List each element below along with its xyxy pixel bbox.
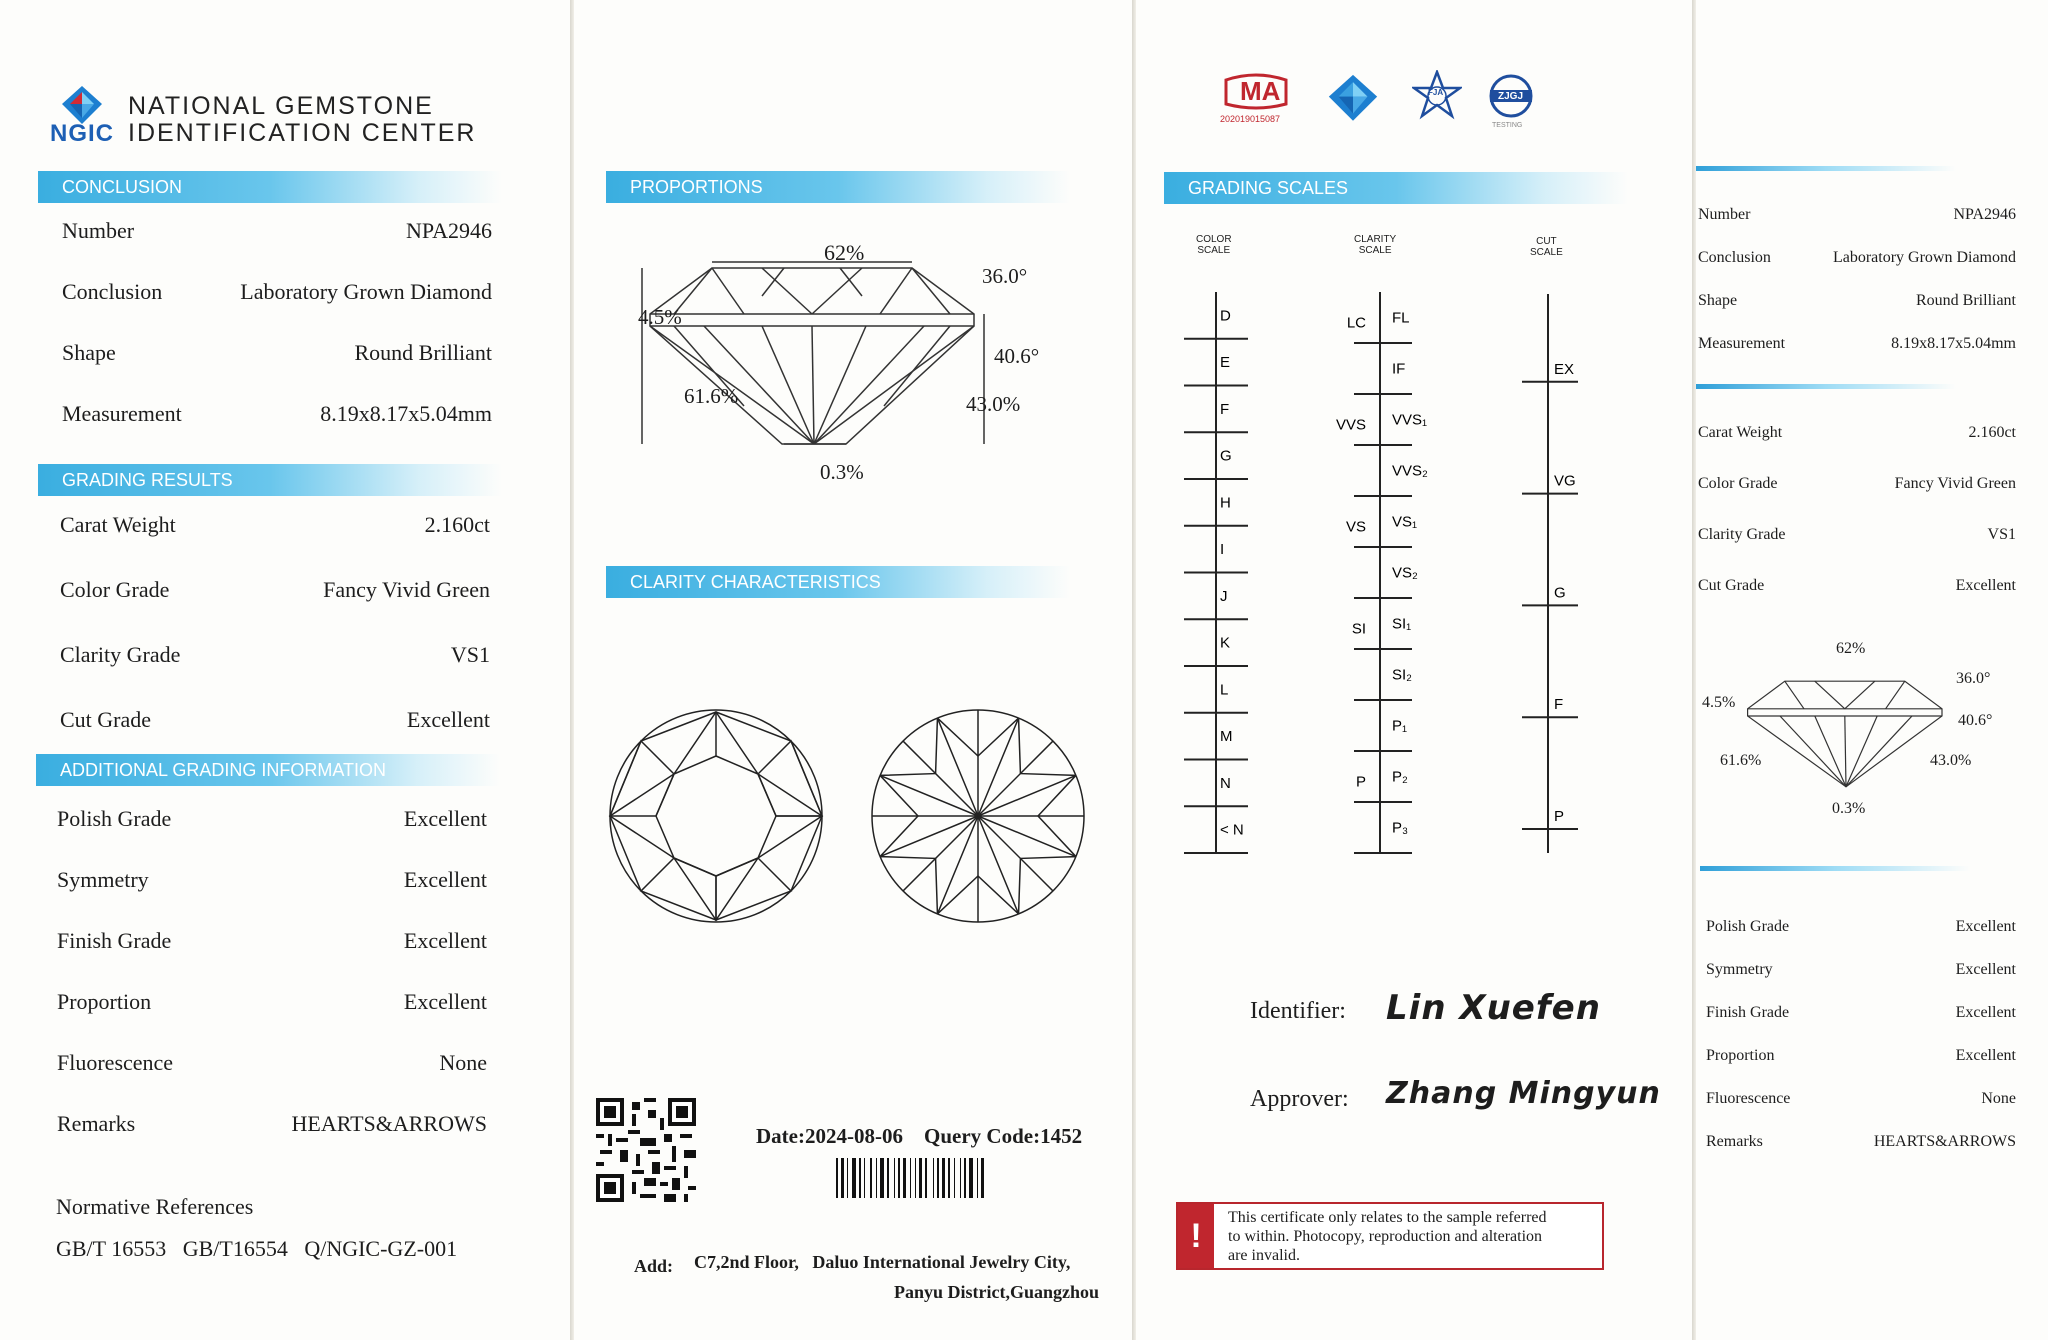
info-row xyxy=(1706,1090,2016,1124)
row-value: 8.19x8.17x5.04mm xyxy=(1891,335,2016,352)
barcode-bar xyxy=(925,1158,927,1198)
normative-items: GB/T 16553 GB/T16554 Q/NGIC-GZ-001 xyxy=(56,1236,458,1261)
info-row xyxy=(1706,918,2016,952)
row-value: HEARTS&ARROWS xyxy=(291,1111,487,1136)
card-divider xyxy=(1696,166,1956,171)
row-value: VS1 xyxy=(1987,526,2016,543)
info-row xyxy=(1698,335,2016,369)
clarity-grade-label: SI₁ xyxy=(1392,615,1412,633)
qr-code-icon xyxy=(596,1098,696,1202)
barcode-bar xyxy=(847,1158,848,1198)
notice-text: This certificate only relates to the sample referred to within. Photocopy, reproduction and alteration are invalid. xyxy=(1228,1209,1547,1264)
row-value: Excellent xyxy=(403,806,487,831)
clarity-group-label: VS xyxy=(1345,518,1366,536)
barcode-bar xyxy=(903,1158,906,1198)
report-date: Date:2024-08-06 xyxy=(756,1124,903,1148)
address-line2: Panyu District,Guangzhou xyxy=(894,1282,1100,1302)
row-label: Cut Grade xyxy=(60,707,152,732)
row-label: Finish Grade xyxy=(1706,1004,1790,1021)
cut-grade-label: VG xyxy=(1554,472,1576,490)
row-value: Excellent xyxy=(1955,961,2016,978)
row-value: NPA2946 xyxy=(406,218,492,243)
cut-grade-label: P xyxy=(1554,808,1565,825)
info-row xyxy=(1698,475,2016,509)
card-table-percent: 62% xyxy=(1836,640,1866,657)
barcode-bar xyxy=(880,1158,884,1198)
pavilion-main-line xyxy=(903,816,978,891)
org-name-line2: IDENTIFICATION CENTER xyxy=(128,119,477,147)
row-label: Measurement xyxy=(62,401,182,426)
info-row xyxy=(1698,577,2016,611)
section-grading-results: GRADING RESULTS xyxy=(38,464,502,496)
color-grade-label: N xyxy=(1220,774,1231,792)
crown-view-diagram xyxy=(606,706,826,926)
info-row xyxy=(1706,1047,2016,1081)
info-row xyxy=(1706,1004,2016,1038)
row-label: Remarks xyxy=(57,1111,136,1136)
clarity-grade-label: P₁ xyxy=(1392,717,1408,735)
row-value: Excellent xyxy=(1955,918,2016,935)
clarity-grade-label: VVS₁ xyxy=(1392,411,1428,429)
identifier-label: Identifier: xyxy=(1250,998,1346,1024)
row-value: 2.160ct xyxy=(424,512,490,537)
pavilion-view-diagram xyxy=(868,706,1088,926)
row-value: Laboratory Grown Diamond xyxy=(1832,249,2016,266)
card-culet: 0.3% xyxy=(1832,800,1866,817)
report-panel-main xyxy=(0,0,570,1340)
crown-angle: 36.0° xyxy=(982,264,1028,288)
row-value: Excellent xyxy=(1955,1004,2016,1021)
barcode-bar xyxy=(836,1158,838,1198)
barcode-bar xyxy=(981,1158,984,1198)
row-label: Polish Grade xyxy=(1706,918,1790,935)
info-row xyxy=(60,577,490,611)
row-label: Clarity Grade xyxy=(60,642,181,667)
row-label: Conclusion xyxy=(1698,249,1771,266)
section-proportions: PROPORTIONS xyxy=(606,171,1070,203)
row-value: Excellent xyxy=(1955,1047,2016,1064)
row-value: VS1 xyxy=(450,642,490,667)
barcode-bar xyxy=(898,1158,900,1198)
info-row xyxy=(57,867,487,901)
info-row xyxy=(57,1050,487,1084)
color-grade-label: H xyxy=(1220,494,1231,512)
row-value: Excellent xyxy=(406,707,490,732)
cma-logo-text: MA xyxy=(1240,76,1281,106)
normative-title: Normative References xyxy=(56,1194,254,1219)
color-grade-label: M xyxy=(1220,728,1233,746)
info-row xyxy=(57,806,487,840)
grading-scales-chart xyxy=(1136,280,1692,860)
table-percent: 62% xyxy=(824,240,865,265)
info-row xyxy=(62,218,492,252)
testing-text: TESTING xyxy=(1492,122,1523,129)
barcode-bar xyxy=(876,1158,877,1198)
info-row xyxy=(60,642,490,676)
info-row xyxy=(62,401,492,435)
row-label: Shape xyxy=(62,340,116,365)
color-grade-label: G xyxy=(1220,447,1232,465)
clarity-grade-label: VVS₂ xyxy=(1392,462,1428,480)
barcode-bar xyxy=(870,1158,872,1198)
cut-grade-label: G xyxy=(1554,584,1566,602)
cut-grade-label: EX xyxy=(1554,360,1575,378)
info-row xyxy=(62,340,492,374)
barcode-bar xyxy=(910,1158,911,1198)
barcode-bar xyxy=(841,1158,844,1198)
row-label: Polish Grade xyxy=(57,806,172,831)
info-row xyxy=(1698,249,2016,283)
info-row xyxy=(62,279,492,313)
barcode-bar xyxy=(915,1158,916,1198)
clarity-group-label: P xyxy=(1355,773,1366,791)
section-clarity-characteristics: CLARITY CHARACTERISTICS xyxy=(606,566,1070,598)
color-grade-label: J xyxy=(1220,587,1228,605)
info-row xyxy=(1706,1133,2016,1167)
pavilion-main-line xyxy=(978,816,1053,891)
pavilion-main-line xyxy=(903,741,978,816)
card-pavilion-depth: 43.0% xyxy=(1930,752,1972,769)
clarity-scale-title: CLARITY SCALE xyxy=(1354,234,1397,256)
query-code: Query Code:1452 xyxy=(924,1124,1083,1148)
info-row xyxy=(60,512,490,546)
identifier-signature: Lin Xuefen xyxy=(1386,988,1601,1028)
card-divider xyxy=(1700,866,1970,871)
row-label: Carat Weight xyxy=(60,512,176,537)
pavilion-angle: 40.6° xyxy=(994,344,1040,368)
row-value: Laboratory Grown Diamond xyxy=(240,279,492,304)
section-additional: ADDITIONAL GRADING INFORMATION xyxy=(36,754,500,786)
fja-text: FJA xyxy=(1428,88,1444,97)
barcode-bar xyxy=(894,1158,895,1198)
approver-label: Approver: xyxy=(1250,1086,1349,1112)
report-card xyxy=(1696,0,2048,1340)
row-value: Excellent xyxy=(1955,577,2016,594)
row-label: Symmetry xyxy=(1706,961,1773,978)
row-label: Fluorescence xyxy=(57,1050,174,1075)
row-value: None xyxy=(439,1050,487,1075)
row-value: 2.160ct xyxy=(1968,424,2016,441)
clarity-group-label: VVS xyxy=(1335,416,1366,434)
barcode-bar xyxy=(864,1158,865,1198)
info-row xyxy=(57,989,487,1023)
clarity-grade-label: FL xyxy=(1392,309,1410,327)
clarity-group-label: SI xyxy=(1351,620,1366,638)
color-grade-label: I xyxy=(1220,541,1225,559)
barcode-bar xyxy=(859,1158,861,1198)
info-row xyxy=(1698,292,2016,326)
row-label: Clarity Grade xyxy=(1698,526,1786,543)
row-value: Excellent xyxy=(403,989,487,1014)
barcode-bar xyxy=(977,1158,978,1198)
row-value: Excellent xyxy=(403,928,487,953)
address-label: Add: xyxy=(634,1256,674,1276)
clarity-grade-label: IF xyxy=(1392,360,1406,378)
color-grade-label: F xyxy=(1220,400,1230,418)
row-label: Number xyxy=(62,218,135,243)
barcode-bar xyxy=(960,1158,961,1198)
culet: 0.3% xyxy=(820,460,864,484)
row-value: Round Brilliant xyxy=(354,340,492,365)
info-row xyxy=(57,928,487,962)
info-row xyxy=(57,1111,487,1145)
row-label: Symmetry xyxy=(57,867,149,892)
section-conclusion: CONCLUSION xyxy=(38,171,502,203)
card-crown-angle: 36.0° xyxy=(1956,670,1991,687)
report-panel-diagrams xyxy=(574,0,1132,1340)
color-grade-label: K xyxy=(1220,634,1231,652)
clarity-grade-label: VS₁ xyxy=(1392,513,1418,531)
row-label: Fluorescence xyxy=(1706,1090,1791,1107)
color-grade-label: D xyxy=(1220,307,1231,325)
clarity-group-label: LC xyxy=(1346,314,1366,332)
address-line1: C7,2nd Floor, Daluo International Jewelry City, xyxy=(694,1252,1071,1272)
row-label: Color Grade xyxy=(1698,475,1778,492)
row-label: Carat Weight xyxy=(1698,424,1783,441)
pavilion-depth: 43.0% xyxy=(966,392,1021,416)
row-label: Finish Grade xyxy=(57,928,172,953)
barcode-bar xyxy=(954,1158,955,1198)
info-row xyxy=(1698,424,2016,458)
row-label: Remarks xyxy=(1706,1133,1763,1150)
row-label: Proportion xyxy=(57,989,152,1014)
card-pavilion-angle: 40.6° xyxy=(1958,712,1993,729)
row-value: Fancy Vivid Green xyxy=(1894,475,2016,492)
row-label: Color Grade xyxy=(60,577,170,602)
org-name-line1: NATIONAL GEMSTONE xyxy=(128,92,434,120)
color-grade-label: < N xyxy=(1220,821,1244,839)
barcode-bar xyxy=(948,1158,950,1198)
report-panel-scales xyxy=(1136,0,1692,1340)
row-label: Proportion xyxy=(1706,1047,1775,1064)
crown-height: 4.5% xyxy=(638,305,682,329)
row-label: Number xyxy=(1698,206,1751,223)
row-value: 8.19x8.17x5.04mm xyxy=(320,401,492,426)
row-value: None xyxy=(1981,1090,2016,1107)
clarity-grade-label: P₂ xyxy=(1392,768,1408,786)
info-row xyxy=(1698,526,2016,560)
row-value: NPA2946 xyxy=(1953,206,2016,223)
row-label: Measurement xyxy=(1698,335,1786,352)
row-value: Fancy Vivid Green xyxy=(323,577,490,602)
row-label: Shape xyxy=(1698,292,1738,309)
notice-box xyxy=(1176,1202,1604,1270)
clarity-grade-label: P₃ xyxy=(1392,819,1409,837)
clarity-grade-label: SI₂ xyxy=(1392,666,1412,684)
barcode-bar xyxy=(933,1158,934,1198)
row-label: Cut Grade xyxy=(1698,577,1765,594)
zjgj-text: ZJGJ xyxy=(1498,91,1524,102)
card-crown-height: 4.5% xyxy=(1702,694,1736,711)
row-label: Conclusion xyxy=(62,279,163,304)
total-depth: 61.6% xyxy=(684,384,739,408)
barcode-bar xyxy=(852,1158,856,1198)
row-value: Round Brilliant xyxy=(1916,292,2016,309)
barcode-bar xyxy=(937,1158,939,1198)
section-grading-scales: GRADING SCALES xyxy=(1164,172,1628,204)
cut-scale-title: CUT SCALE xyxy=(1530,236,1563,258)
color-grade-label: L xyxy=(1220,681,1229,699)
card-proportions-diagram xyxy=(1734,662,1994,812)
barcode-bar xyxy=(887,1158,889,1198)
approver-signature: Zhang Mingyun xyxy=(1386,1076,1661,1111)
barcode-bar xyxy=(964,1158,966,1198)
barcode-bar xyxy=(942,1158,945,1198)
clarity-grade-label: VS₂ xyxy=(1392,564,1418,582)
barcode-bar xyxy=(919,1158,922,1198)
info-row xyxy=(60,707,490,741)
barcode xyxy=(836,1158,1074,1198)
warning-icon: ! xyxy=(1178,1204,1214,1268)
cma-number: 202019015087 xyxy=(1220,114,1281,124)
barcode-bar xyxy=(969,1158,973,1198)
info-row xyxy=(1706,961,2016,995)
row-value: Excellent xyxy=(403,867,487,892)
row-value: HEARTS&ARROWS xyxy=(1873,1133,2016,1150)
info-row xyxy=(1698,206,2016,240)
card-total-depth: 61.6% xyxy=(1720,752,1762,769)
color-scale-title: COLOR SCALE xyxy=(1196,234,1232,256)
color-grade-label: E xyxy=(1220,354,1231,372)
ngic-diamond-icon xyxy=(1324,72,1382,126)
ngic-abbr: NGIC xyxy=(50,120,114,147)
pavilion-main-line xyxy=(978,741,1053,816)
cut-grade-label: F xyxy=(1554,696,1564,714)
card-divider xyxy=(1696,384,1956,389)
